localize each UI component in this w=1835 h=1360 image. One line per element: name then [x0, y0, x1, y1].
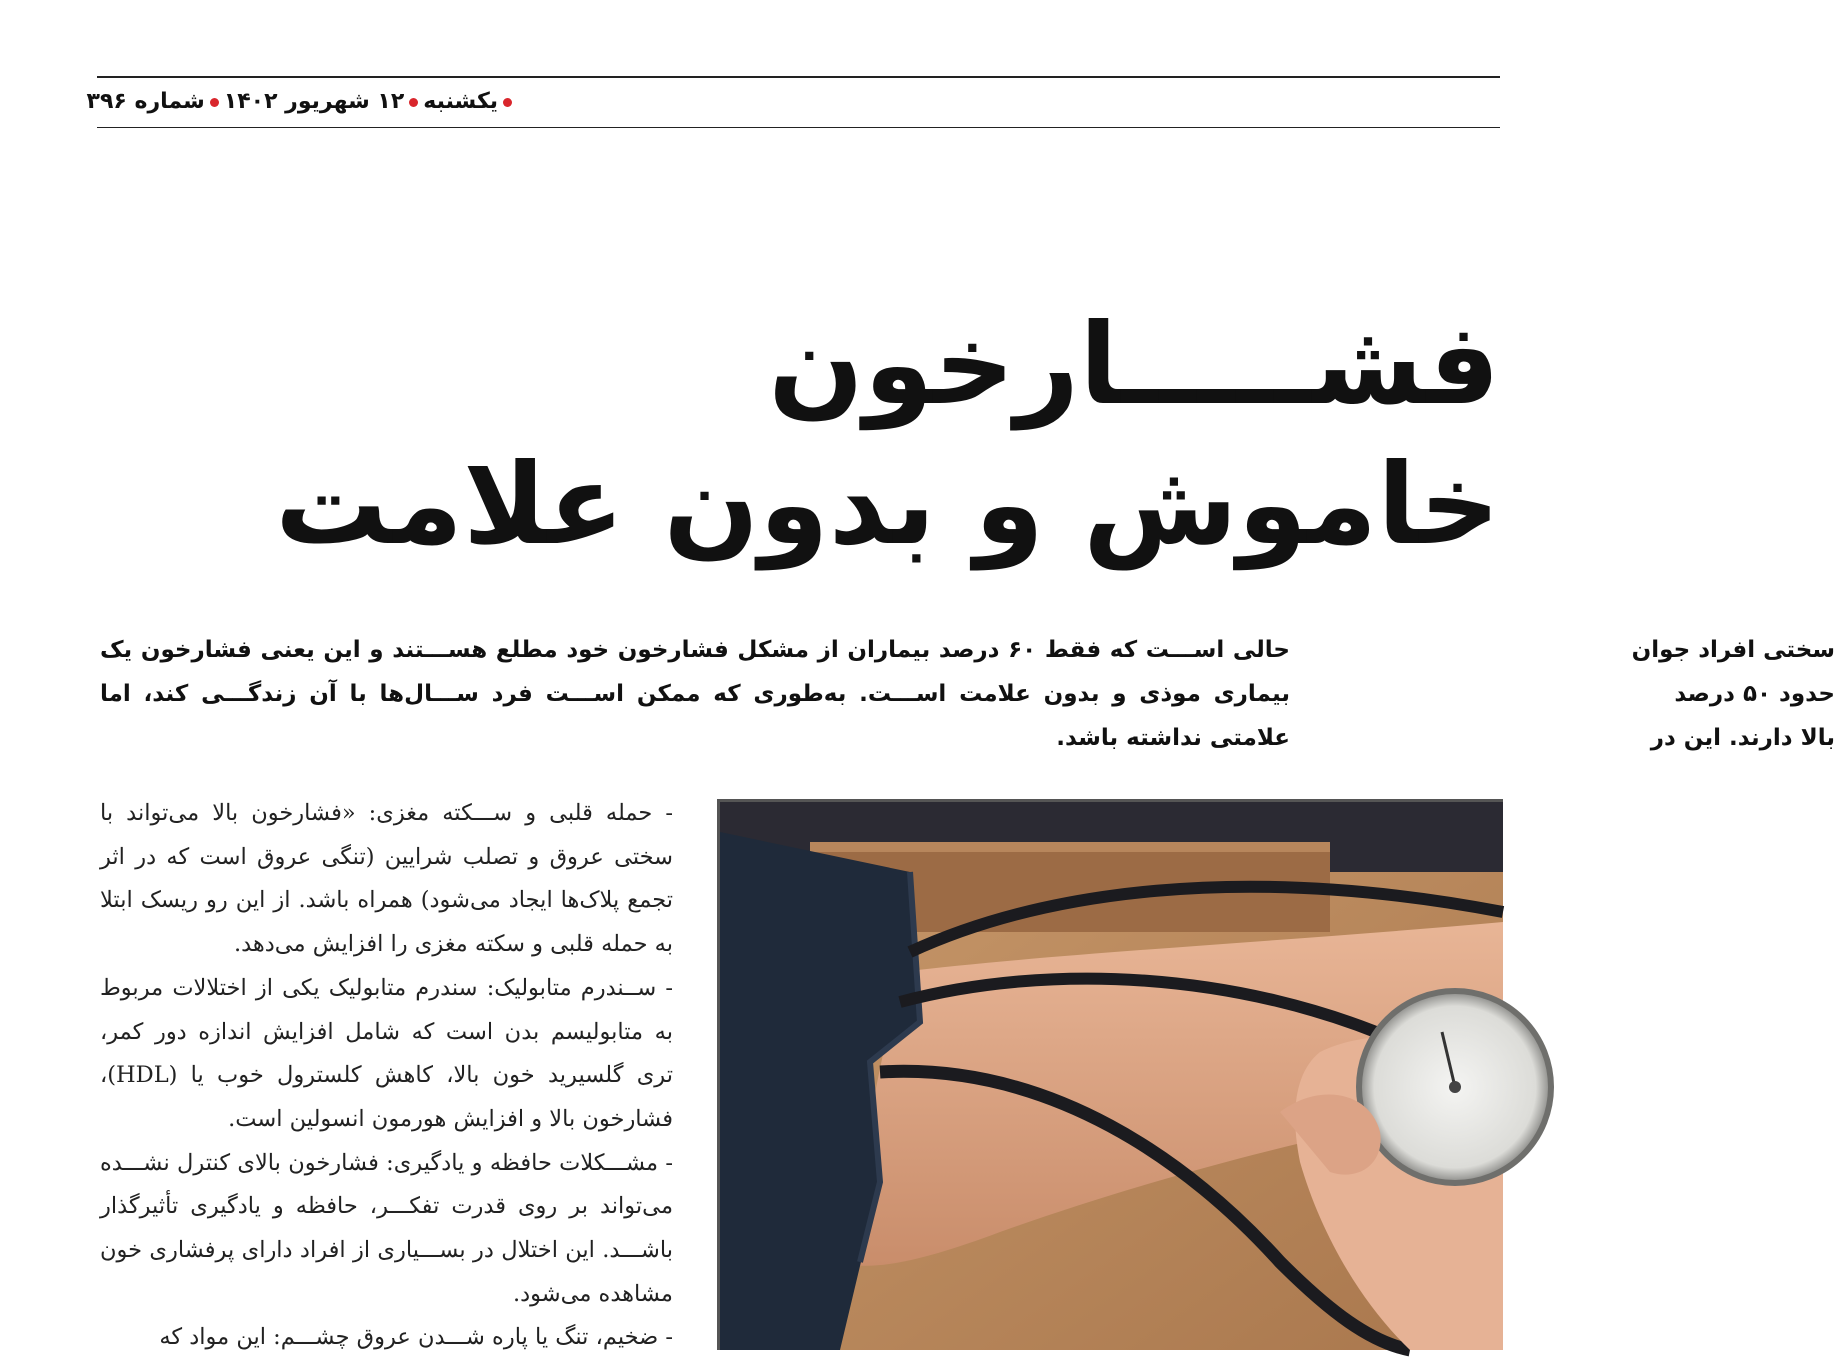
- blood-pressure-illustration: [720, 802, 1503, 1350]
- headline-line-1: فشـــــارخون: [768, 300, 1500, 430]
- issue-number: شماره ۳۹۶: [86, 89, 205, 114]
- article-body-column: [100, 792, 673, 1351]
- issue-info: [86, 84, 517, 120]
- issue-date: ۱۲ شهریور ۱۴۰۲: [223, 89, 405, 114]
- bullet-icon: [409, 98, 418, 107]
- bullet-icon: [210, 98, 219, 107]
- lead-paragraph: حالی اســـت که فقط ۶۰ درصد بیماران از مشکل فشارخون خود مطلع هســـتند و این یعنی فشارخون یک بیماری موذی و بدون علامت اســـت. به‌طوری که ممکن اســـت فرد ســـال‌ها با آن زندگـــی کند، اما علامتی نداشته باشد.: [100, 637, 1290, 751]
- lead-side-line: بالا دارند. این در: [1650, 725, 1835, 751]
- lead-side-line: سختی افراد جوان: [1631, 637, 1835, 663]
- body-paragraph: - ضخیم، تنگ یا پاره شـــدن عروق چشـــم: این مواد که: [159, 1324, 673, 1351]
- header-rule-bottom: [97, 127, 1500, 128]
- body-paragraph: - ســندرم متابولیک: سندرم متابولیک یکی از اختلالات مربوط به متابولیسم بدن است که شامل افزایش اندازه دور کمر، تری گلسیرید خون بالا، کاهش کلسترول خوب یا (HDL)، فشارخون بالا و افزایش هورمون انسولین است.: [100, 974, 673, 1132]
- issue-day: یکشنبه: [423, 89, 498, 114]
- blood-pressure-photo: [717, 799, 1503, 1350]
- header-rule-top: [97, 76, 1500, 78]
- lead-side-column: [1335, 628, 1835, 758]
- body-paragraph: - مشـــکلات حافظه و یادگیری: فشارخون بالای کنترل نشـــده می‌تواند بر روی قدرت تفکـــر، حافظه و یادگیری تأثیرگذار باشـــد. این اختلال در بســـیاری از افراد دارای پرفشاری خون مشاهده می‌شود.: [100, 1149, 673, 1307]
- bullet-icon: [503, 98, 512, 107]
- headline-line-2: خاموش و بدون علامت: [275, 440, 1500, 570]
- body-paragraph: - حمله قلبی و ســـکته مغزی: «فشارخون بالا می‌تواند با سختی عروق و تصلب شرایین (تنگی عروق است که در اثر تجمع پلاک‌ها ایجاد می‌شود) همراه باشد. از این رو ریسک ابتلا به حمله قلبی و سکته مغزی را افزایش می‌دهد.: [100, 800, 673, 958]
- lead-side-line: حدود ۵۰ درصد: [1674, 681, 1835, 707]
